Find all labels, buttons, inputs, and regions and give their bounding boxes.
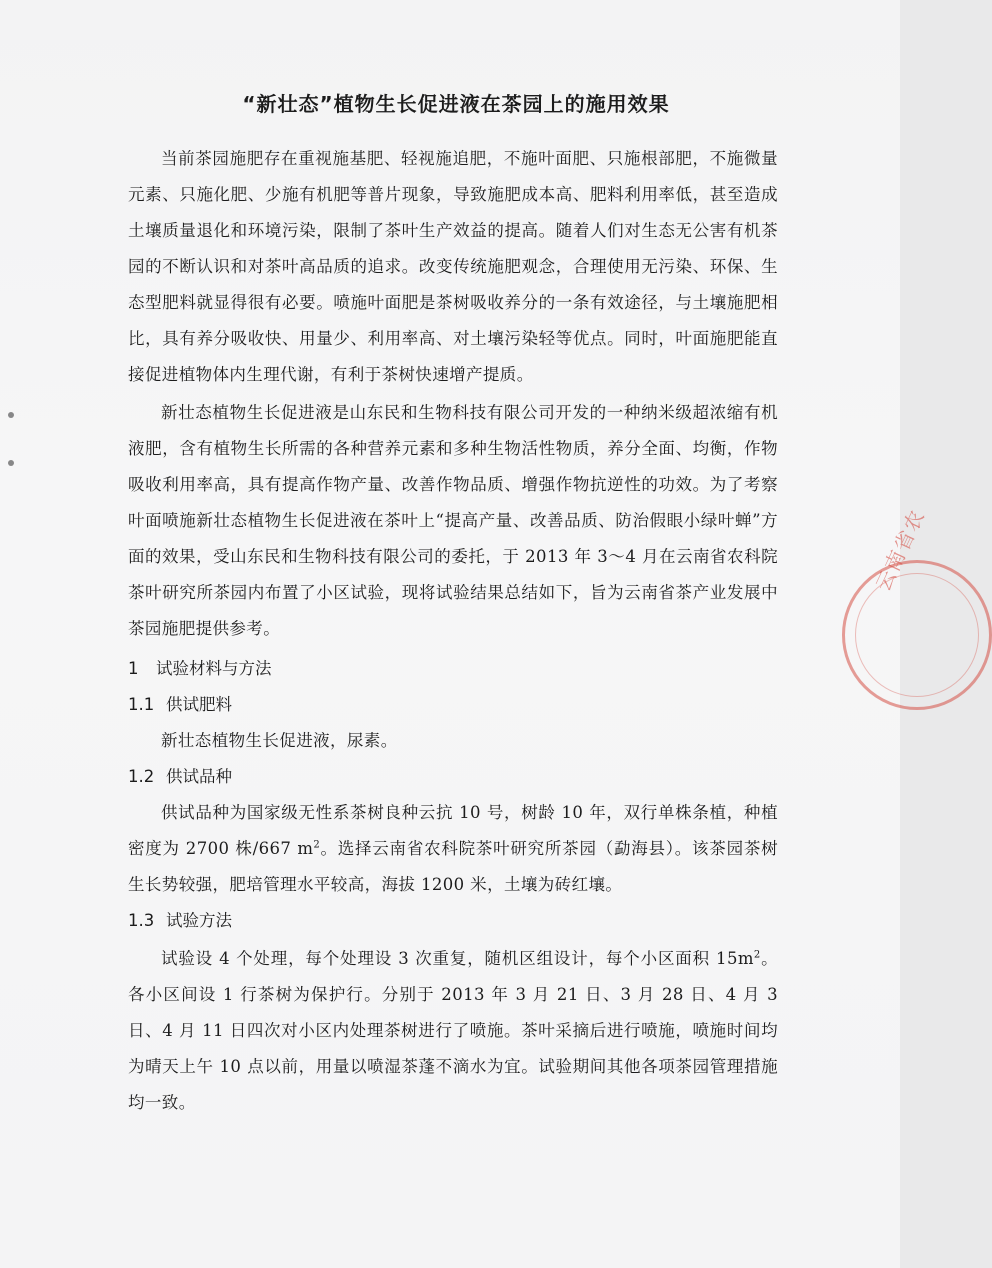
text-segment: 。选择云南省农科院茶叶研究所茶园（勐海县）。该茶园茶树生长势较强，肥培管理水平较高，海拔 1200 米，土壤为砖红壤。 [128,839,778,894]
intro-paragraph-2: 新壮态植物生长促进液是山东民和生物科技有限公司开发的一种纳米级超浓缩有机液肥，含有植物生长所需的各种营养元素和多种生物活性物质，养分全面、均衡，作物吸收利用率高，具有提高作物产量、改善作物品质、增强作物抗逆性的功效。为了考察叶面喷施新壮态植物生长促进液在茶叶上“提高产量、改善品质、防治假眼小绿叶蝉”方面的效果，受山东民和生物科技有限公司的委托，于 2013 年 3～4 月在云南省农科院茶叶研究所茶园内布置了小区试验，现将试验结果总结如下，旨为云南省茶产业发展中茶园施肥提供参考。 [128,403,778,638]
section-number: 1.1 [128,695,155,714]
section-1-3-text [128,941,778,1121]
document-title: “新壮态”植物生长促进液在茶园上的施用效果 [242,92,670,116]
section-1-2-text [128,795,778,903]
section-title: 试验方法 [166,911,232,930]
section-title: 供试肥料 [166,695,232,714]
red-seal-stamp [842,504,992,710]
section-heading-1-2 [128,759,778,795]
section-number: 1 [128,659,139,678]
section-heading-1 [128,651,778,687]
text-segment: 供试品种为国家级无性系茶树良种云抗 10 号，树龄 10 年，双行单株条植，种植密度为 2700 株/667 m [128,803,778,858]
section-title: 供试品种 [166,767,232,786]
section-1-1-text: 新壮态植物生长促进液，尿素。 [161,731,398,750]
section-number: 1.2 [128,767,155,786]
stamp-text: 云南省农 [870,504,930,595]
section-number: 1.3 [128,911,155,930]
punch-hole-mark [8,460,14,466]
text-segment: 试验设 4 个处理，每个处理设 3 次重复，随机区组设计，每个小区面积 15m [161,949,754,968]
text-segment: 。各小区间设 1 行茶树为保护行。分别于 2013 年 3 月 21 日、3 月 28 日、4 月 3 日、4 月 11 日四次对小区内处理茶树进行了喷施。茶叶采摘后进行喷施，喷施时间均为晴天上午 10 点以前，用量以喷湿茶蓬不滴水为宜。试验期间其他各项茶园管理措施均一致。 [128,949,778,1112]
superscript: 2 [753,949,761,961]
superscript: 2 [313,839,321,851]
section-heading-1-3 [128,903,778,939]
stamp-inner-ring [855,573,979,697]
section-title: 试验材料与方法 [156,659,272,678]
intro-paragraph-1: 当前茶园施肥存在重视施基肥、轻视施追肥，不施叶面肥、只施根部肥，不施微量元素、只施化肥、少施有机肥等普片现象，导致施肥成本高、肥料利用率低，甚至造成土壤质量退化和环境污染，限制了茶叶生产效益的提高。随着人们对生态无公害有机茶园的不断认识和对茶叶高品质的追求。改变传统施肥观念，合理使用无污染、环保、生态型肥料就显得很有必要。喷施叶面肥是茶树吸收养分的一条有效途径，与土壤施肥相比，具有养分吸收快、用量少、利用率高、对土壤污染轻等优点。同时，叶面施肥能直接促进植物体内生理代谢，有利于茶树快速增产提质。 [128,149,778,384]
section-heading-1-1 [128,687,778,723]
punch-hole-mark [8,412,14,418]
document-body [128,88,778,1121]
